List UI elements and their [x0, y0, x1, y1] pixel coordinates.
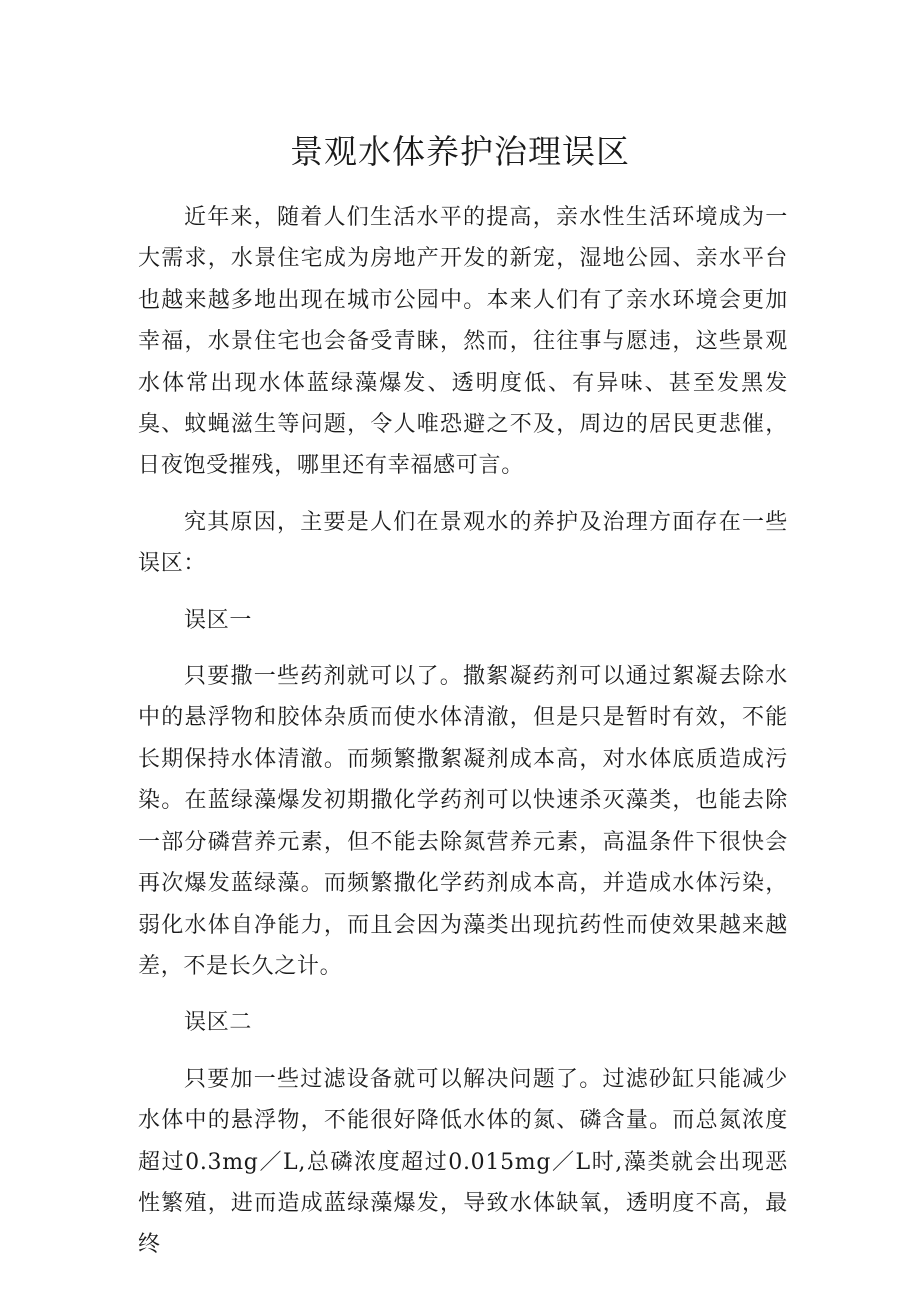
section-heading-misconception-2: 误区二 — [184, 1010, 253, 1036]
document-title: 景观水体养护治理误区 — [290, 132, 630, 171]
paragraph-cause: 究其原因，主要是人们在景观水的养护及治理方面存在一些误区： — [138, 509, 788, 577]
paragraph-misconception-1: 只要撒一些药剂就可以了。撒絮凝药剂可以通过絮凝去除水中的悬浮物和胶体杂质而使水体清澈，但是只是暂时有效，不能长期保持水体清澈。而频繁撒絮凝剂成本高，对水体底质造成污染。在蓝绿藻爆发初期撒化学药剂可以快速杀灭藻类，也能去除一部分磷营养元素，但不能去除氮营养元素，高温条件下很快会再次爆发蓝绿藻。而频繁撒化学药剂成本高，并造成水体污染，弱化水体自净能力，而且会因为藻类出现抗药性而使效果越来越差，不是长久之计。 — [138, 664, 788, 979]
paragraph-misconception-2: 只要加一些过滤设备就可以解决问题了。过滤砂缸只能减少水体中的悬浮物，不能很好降低水体的氮、磷含量。而总氮浓度超过0.3mg／L,总磷浓度超过0.015mg／L时,藻类就会出现恶性繁殖，进而造成蓝绿藻爆发，导致水体缺氧，透明度不高，最终 — [138, 1066, 788, 1258]
section-heading-misconception-1: 误区一 — [184, 607, 253, 633]
paragraph-intro: 近年来，随着人们生活水平的提高，亲水性生活环境成为一大需求，水景住宅成为房地产开发的新宠，湿地公园、亲水平台也越来越多地出现在城市公园中。本来人们有了亲水环境会更加幸福，水景住宅也会备受青睐，然而，往往事与愿违，这些景观水体常出现水体蓝绿藻爆发、透明度低、有异味、甚至发黑发臭、蚊蝇滋生等问题，令人唯恐避之不及，周边的居民更悲催，日夜饱受摧残，哪里还有幸福感可言。 — [138, 205, 788, 479]
document-body — [138, 197, 788, 1281]
